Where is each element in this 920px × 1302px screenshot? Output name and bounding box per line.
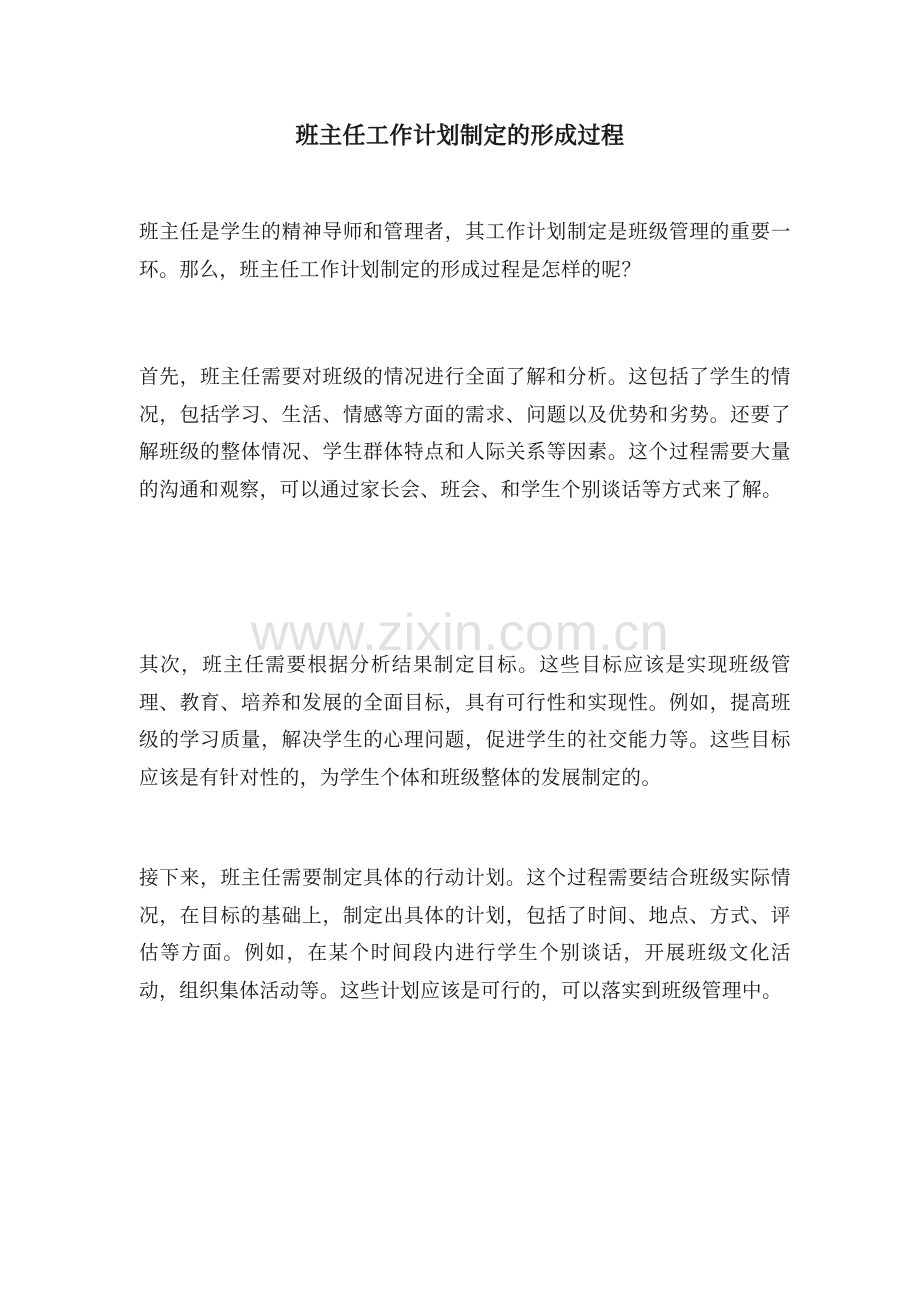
paragraph-second-step: 其次，班主任需要根据分析结果制定目标。这些目标应该是实现班级管理、教育、培养和发展的全面目标，具有可行性和实现性。例如，提高班级的学习质量，解决学生的心理问题，促进学生的社交能力等。这些目标应该是有针对性的，为学生个体和班级整体的发展制定的。 xyxy=(139,653,791,789)
paragraph-first-step: 首先，班主任需要对班级的情况进行全面了解和分析。这包括了学生的情况，包括学习、生活、情感等方面的需求、问题以及优势和劣势。还要了解班级的整体情况、学生群体特点和人际关系等因素。这个过程需要大量的沟通和观察，可以通过家长会、班会、和学生个别谈话等方式来了解。 xyxy=(139,365,791,501)
paragraph-next-step: 接下来，班主任需要制定具体的行动计划。这个过程需要结合班级实际情况，在目标的基础上，制定出具体的计划，包括了时间、地点、方式、评估等方面。例如，在某个时间段内进行学生个别谈话，开展班级文化活动，组织集体活动等。这些计划应该是可行的，可以落实到班级管理中。 xyxy=(139,866,791,1002)
paragraph-intro: 班主任是学生的精神导师和管理者，其工作计划制定是班级管理的重要一环。那么，班主任工作计划制定的形成过程是怎样的呢？ xyxy=(139,220,791,281)
document-title: 班主任工作计划制定的形成过程 xyxy=(295,122,625,149)
watermark-text: www.zixin.com.cn xyxy=(250,604,670,662)
